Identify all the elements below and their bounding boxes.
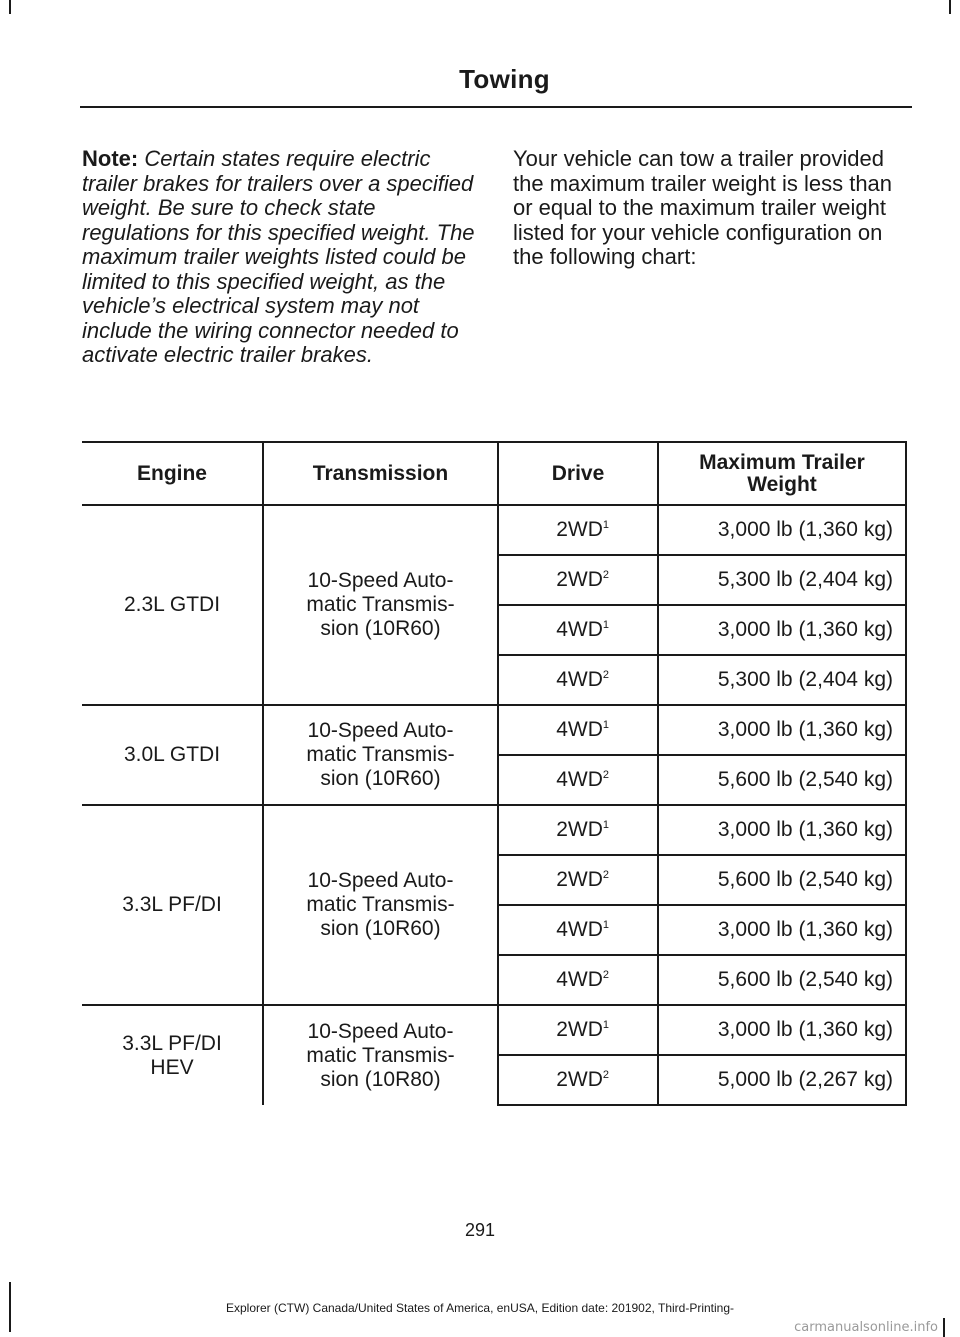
drive-cell xyxy=(498,755,658,805)
transmission-line: sion (10R80) xyxy=(320,1067,441,1091)
table-row xyxy=(82,505,906,555)
footnote-marker: 2 xyxy=(602,769,609,781)
footnote-marker: 1 xyxy=(602,1019,609,1031)
drive-value: 4WD xyxy=(556,768,603,791)
footnote-marker: 1 xyxy=(602,719,609,731)
drive-cell xyxy=(498,955,658,1005)
footnote-marker: 1 xyxy=(602,619,609,631)
drive-value: 4WD xyxy=(556,718,603,741)
transmission-line: matic Transmis- xyxy=(306,743,455,766)
note-text: Certain states require electric trailer brakes for trailers over a specified weight. Be sure to check state regulations for this specified weight. The maximum trailer weights listed could be limited to this specified weight, as the vehicle’s electrical system may not include the wiring connector needed to activate electric trailer brakes. xyxy=(82,146,475,367)
table-row xyxy=(82,705,906,755)
transmission-cell xyxy=(263,805,498,1005)
drive-value: 4WD xyxy=(556,668,603,691)
header-engine: Engine xyxy=(82,442,263,505)
transmission-line: sion (10R60) xyxy=(320,617,441,640)
footnote-marker: 2 xyxy=(602,969,609,981)
page-number: 291 xyxy=(464,1220,496,1240)
drive-cell xyxy=(498,505,658,555)
max-weight-cell: 5,600 lb (2,540 kg) xyxy=(658,755,906,805)
drive-value: 2WD xyxy=(556,1018,603,1041)
engine-line: 3.3L PF/DI xyxy=(122,1031,222,1055)
header-weight-line1: Maximum Trailer xyxy=(699,450,865,474)
transmission-line: 10-Speed Auto- xyxy=(307,869,454,892)
footnote-marker: 2 xyxy=(602,1069,609,1081)
drive-value: 2WD xyxy=(556,568,603,591)
max-weight-cell: 5,600 lb (2,540 kg) xyxy=(658,855,906,905)
max-weight-cell: 3,000 lb (1,360 kg) xyxy=(658,1005,906,1055)
crop-mark-top-right xyxy=(949,0,951,14)
drive-cell xyxy=(498,905,658,955)
max-weight-cell: 3,000 lb (1,360 kg) xyxy=(658,905,906,955)
transmission-line: sion (10R60) xyxy=(320,917,441,940)
drive-cell xyxy=(498,555,658,605)
drive-value: 2WD xyxy=(556,1068,603,1091)
header-drive: Drive xyxy=(498,442,658,505)
drive-value: 2WD xyxy=(556,868,603,891)
footer-edition-text: Explorer (CTW) Canada/United States of America, enUSA, Edition date: 201902, Third-Printing- xyxy=(225,1301,735,1315)
crop-mark-top-left xyxy=(9,0,11,14)
drive-cell xyxy=(498,1005,658,1055)
crop-mark-bottom-right xyxy=(943,1318,945,1337)
engine-cell: 3.0L GTDI xyxy=(82,705,263,805)
max-weight-cell: 3,000 lb (1,360 kg) xyxy=(658,505,906,555)
engine-line: HEV xyxy=(150,1055,194,1079)
transmission-line: 10-Speed Auto- xyxy=(307,569,454,592)
max-weight-cell: 3,000 lb (1,360 kg) xyxy=(658,805,906,855)
footnote-marker: 2 xyxy=(602,669,609,681)
drive-cell xyxy=(498,805,658,855)
max-weight-cell: 3,000 lb (1,360 kg) xyxy=(658,605,906,655)
header-weight-line2: Weight xyxy=(747,472,817,496)
footnote-marker: 1 xyxy=(602,819,609,831)
drive-cell xyxy=(498,1055,658,1105)
drive-value: 2WD xyxy=(556,518,603,541)
footnote-marker: 2 xyxy=(602,569,609,581)
transmission-line: matic Transmis- xyxy=(306,1043,455,1067)
header-transmission: Transmission xyxy=(263,442,498,505)
page-title: Towing xyxy=(459,64,550,94)
max-weight-cell: 5,300 lb (2,404 kg) xyxy=(658,555,906,605)
note-label: Note: xyxy=(82,146,139,171)
engine-cell: 3.3L PF/DI xyxy=(82,805,263,1005)
drive-value: 4WD xyxy=(556,618,603,641)
drive-cell xyxy=(498,855,658,905)
max-weight-cell: 5,300 lb (2,404 kg) xyxy=(658,655,906,705)
engine-cell xyxy=(82,1005,263,1105)
drive-value: 4WD xyxy=(556,968,603,991)
transmission-line: matic Transmis- xyxy=(306,893,455,916)
table-header-row xyxy=(82,442,906,505)
transmission-line: 10-Speed Auto- xyxy=(307,719,454,742)
engine-cell: 2.3L GTDI xyxy=(82,505,263,705)
intro-paragraph: Your vehicle can tow a trailer provided the maximum trailer weight is less than or equal to the maximum trailer weight listed for your vehicle configuration on the following chart: xyxy=(513,146,893,269)
table-row xyxy=(82,805,906,855)
transmission-cell xyxy=(263,505,498,705)
drive-cell xyxy=(498,655,658,705)
footnote-marker: 1 xyxy=(602,519,609,531)
header-rule xyxy=(80,106,912,108)
towing-table xyxy=(82,441,907,1106)
table-row xyxy=(82,1005,906,1055)
drive-value: 2WD xyxy=(556,818,603,841)
drive-cell xyxy=(498,605,658,655)
transmission-cell xyxy=(263,1005,498,1105)
header-max-trailer-weight xyxy=(658,442,906,505)
drive-cell xyxy=(498,705,658,755)
max-weight-cell: 5,000 lb (2,267 kg) xyxy=(658,1055,906,1105)
max-weight-cell: 3,000 lb (1,360 kg) xyxy=(658,705,906,755)
transmission-line: sion (10R60) xyxy=(320,767,441,790)
footnote-marker: 2 xyxy=(602,869,609,881)
max-weight-cell: 5,600 lb (2,540 kg) xyxy=(658,955,906,1005)
drive-value: 4WD xyxy=(556,918,603,941)
table-body xyxy=(82,505,906,1105)
transmission-cell xyxy=(263,705,498,805)
transmission-line: matic Transmis- xyxy=(306,593,455,616)
note-paragraph xyxy=(82,147,480,368)
watermark: carmanualsonline.info xyxy=(794,1320,938,1335)
transmission-line: 10-Speed Auto- xyxy=(307,1019,454,1043)
footnote-marker: 1 xyxy=(602,919,609,931)
